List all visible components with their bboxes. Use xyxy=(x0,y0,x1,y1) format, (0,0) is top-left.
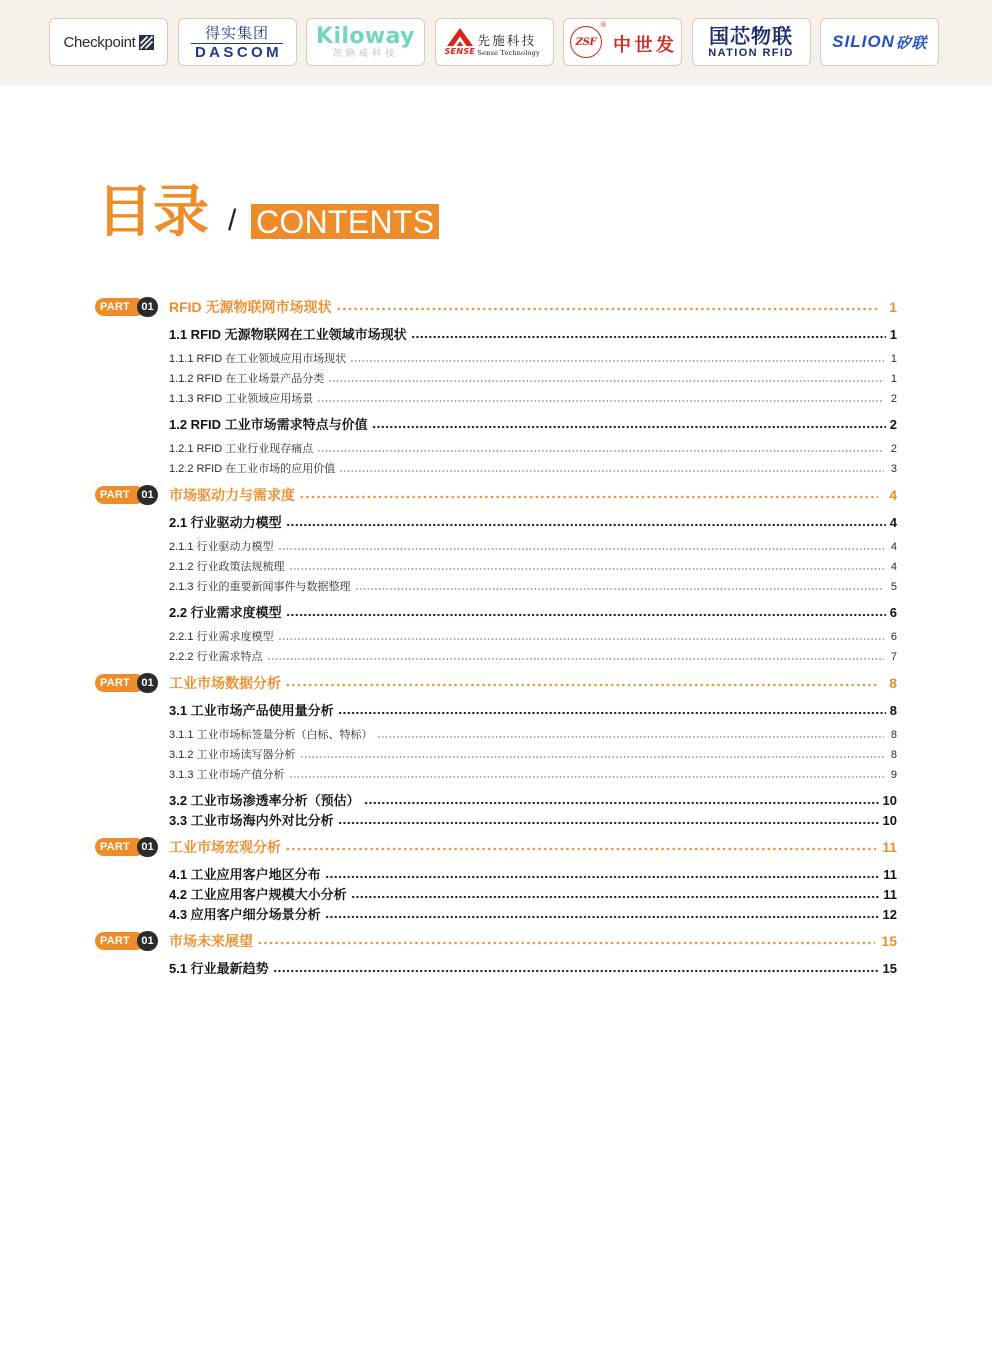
toc-section-entry xyxy=(95,905,897,925)
dot-leader xyxy=(355,587,884,591)
toc-page-number: 15 xyxy=(882,961,897,976)
toc-entry-title: 1.2.1 RFID 工业行业现存痛点 xyxy=(169,443,314,455)
toc-section-entry xyxy=(95,865,897,885)
logo-row xyxy=(49,18,939,66)
part-badge-label: PART xyxy=(95,838,145,856)
title-slash: / xyxy=(228,204,237,237)
logo-chinese-name: 矽联 xyxy=(895,33,927,52)
dot-leader xyxy=(325,915,879,919)
toc-entry-title: 5.1 行业最新趋势 xyxy=(169,961,269,976)
dot-leader xyxy=(377,735,884,739)
toc-page-number: 11 xyxy=(883,887,897,902)
toc-part-entry xyxy=(95,485,897,505)
dot-leader xyxy=(286,523,886,527)
toc-page-number: 12 xyxy=(882,907,897,922)
part-badge-label: PART xyxy=(95,298,145,316)
toc-entry-title: 1.1.2 RFID 在工业场景产品分类 xyxy=(169,373,325,385)
part-badge-number: 01 xyxy=(137,485,158,505)
logo-chinese-name: 凯路威科技 xyxy=(332,48,398,59)
dot-leader xyxy=(351,895,880,899)
toc-subsection-entry xyxy=(95,459,897,479)
toc-page-number: 11 xyxy=(882,839,897,855)
toc-entry-title: 1.2.2 RFID 在工业市场的应用价值 xyxy=(169,463,336,475)
logo-wordmark: Checkpoint xyxy=(63,33,136,51)
toc-entry-title: 1.1 RFID 无源物联网在工业领域市场现状 xyxy=(169,327,407,342)
toc-page-number: 7 xyxy=(890,651,897,663)
dot-leader xyxy=(317,399,884,403)
toc-entry-title: RFID 无源物联网市场现状 xyxy=(169,299,332,315)
logo-mark-text: ZSF xyxy=(575,36,597,48)
toc-entry-title: 市场驱动力与需求度 xyxy=(169,487,295,503)
toc-entry-title: 2.1.3 行业的重要新闻事件与数据整理 xyxy=(169,581,351,593)
toc-entry-title: 4.1 工业应用客户地区分布 xyxy=(169,867,321,882)
dot-leader xyxy=(372,425,886,429)
dot-leader xyxy=(285,683,878,687)
contents-label: CONTENTS xyxy=(251,204,439,239)
dot-leader xyxy=(338,821,879,825)
dot-leader xyxy=(286,613,886,617)
dot-leader xyxy=(328,379,884,383)
toc-subsection-entry xyxy=(95,439,897,459)
logo-chinese-name: 国芯物联 xyxy=(709,24,793,48)
toc-entry-title: 2.2.1 行业需求度模型 xyxy=(169,631,274,643)
toc-part-entry xyxy=(95,673,897,693)
toc-part-entry xyxy=(95,297,897,317)
part-badge-number: 01 xyxy=(137,673,158,693)
logo-sense-technology xyxy=(435,18,554,66)
toc-page-number: 10 xyxy=(882,813,897,828)
logo-wordmark: SILION xyxy=(832,32,895,51)
logo-dascom xyxy=(178,18,297,66)
toc-section-entry xyxy=(95,885,897,905)
toc-page-number: 8 xyxy=(890,729,897,741)
part-badge-label: PART xyxy=(95,674,145,692)
toc-entry-title: 2.2.2 行业需求特点 xyxy=(169,651,263,663)
toc-entry-title: 4.3 应用客户细分场景分析 xyxy=(169,907,321,922)
dot-leader xyxy=(289,567,884,571)
toc-subsection-entry xyxy=(95,577,897,597)
toc-section-entry xyxy=(95,325,897,345)
logo-chinese-name: 得实集团 xyxy=(204,23,269,42)
part-badge-number: 01 xyxy=(137,297,158,317)
toc-subsection-entry xyxy=(95,725,897,745)
table-of-contents xyxy=(95,297,897,979)
part-badge xyxy=(95,486,158,504)
toc-subsection-entry xyxy=(95,627,897,647)
dot-leader xyxy=(338,711,886,715)
logo-wordmark: Kiloway xyxy=(316,23,415,49)
toc-page-number: 1 xyxy=(889,327,897,342)
logo-english-name: Sense Technology xyxy=(477,49,540,57)
toc-entry-title: 2.1 行业驱动力模型 xyxy=(169,515,282,530)
toc-subsection-entry xyxy=(95,745,897,765)
toc-section-entry xyxy=(95,513,897,533)
sense-triangle-icon xyxy=(447,28,473,46)
logo-nation-rfid xyxy=(692,18,811,66)
toc-entry-title: 3.1.1 工业市场标签量分析（白标、特标） xyxy=(169,729,373,741)
toc-entry-title: 3.1.3 工业市场产值分析 xyxy=(169,769,285,781)
toc-page-number: 1 xyxy=(889,299,897,315)
part-badge-label: PART xyxy=(95,932,145,950)
part-badge xyxy=(95,298,158,316)
toc-page-number: 4 xyxy=(890,541,897,553)
toc-page-number: 2 xyxy=(890,443,897,455)
part-badge-number: 01 xyxy=(137,837,158,857)
toc-entry-title: 1.2 RFID 工业市场需求特点与价值 xyxy=(169,417,368,432)
toc-page-number: 2 xyxy=(890,393,897,405)
toc-section-entry xyxy=(95,415,897,435)
dot-leader xyxy=(278,547,884,551)
dot-leader xyxy=(257,941,875,945)
toc-entry-title: 2.1.2 行业政策法规梳理 xyxy=(169,561,285,573)
checkpoint-mark-icon xyxy=(139,35,154,50)
toc-entry-title: 3.1.2 工业市场读写器分析 xyxy=(169,749,296,761)
toc-page-number: 11 xyxy=(883,867,897,882)
toc-page-number: 1 xyxy=(890,373,897,385)
toc-page-number: 6 xyxy=(890,631,897,643)
part-badge-label: PART xyxy=(95,486,145,504)
toc-subsection-entry xyxy=(95,557,897,577)
toc-page-number: 4 xyxy=(889,515,897,530)
dot-leader xyxy=(411,335,886,339)
partner-logo-bar xyxy=(0,0,992,85)
toc-entry-title: 工业市场宏观分析 xyxy=(169,839,281,855)
toc-part-entry xyxy=(95,931,897,951)
toc-entry-title: 2.2 行业需求度模型 xyxy=(169,605,282,620)
dot-leader xyxy=(350,359,884,363)
toc-entry-title: 3.2 工业市场渗透率分析（预估） xyxy=(169,793,360,808)
toc-page-number: 6 xyxy=(889,605,897,620)
dot-leader xyxy=(364,801,879,805)
logo-wordmark: DASCOM xyxy=(194,43,283,61)
toc-page-number: 8 xyxy=(889,675,897,691)
toc-page-number: 9 xyxy=(890,769,897,781)
logo-checkpoint xyxy=(49,18,168,66)
part-badge xyxy=(95,674,158,692)
toc-page-number: 2 xyxy=(889,417,897,432)
toc-entry-title: 1.1.1 RFID 在工业领域应用市场现状 xyxy=(169,353,347,365)
dot-leader xyxy=(317,449,884,453)
dot-leader xyxy=(285,847,876,851)
toc-page-number: 4 xyxy=(889,487,897,503)
toc-subsection-entry xyxy=(95,349,897,369)
toc-page-number: 15 xyxy=(881,933,897,949)
logo-chinese-name: 中世发 xyxy=(613,35,678,56)
registered-mark: ® xyxy=(601,22,607,29)
logo-wordmark: NATION RFID xyxy=(708,47,794,59)
dot-leader xyxy=(273,969,879,973)
toc-page-number: 10 xyxy=(882,793,897,808)
toc-entry-title: 2.1.1 行业驱动力模型 xyxy=(169,541,274,553)
zsf-circle-icon xyxy=(570,26,602,58)
part-badge xyxy=(95,838,158,856)
dot-leader xyxy=(299,495,878,499)
toc-entry-title: 4.2 工业应用客户规模大小分析 xyxy=(169,887,347,902)
logo-kiloway xyxy=(306,18,425,66)
toc-entry-title: 市场未来展望 xyxy=(169,933,253,949)
toc-entry-title: 1.1.3 RFID 工业领域应用场景 xyxy=(169,393,314,405)
toc-page-number: 1 xyxy=(890,353,897,365)
toc-page-number: 3 xyxy=(890,463,897,475)
part-badge-number: 01 xyxy=(137,931,158,951)
logo-silion xyxy=(820,18,939,66)
toc-section-entry xyxy=(95,959,897,979)
dot-leader xyxy=(289,775,884,779)
dot-leader xyxy=(278,637,884,641)
logo-zsf xyxy=(563,18,682,66)
dot-leader xyxy=(325,875,880,879)
toc-section-entry xyxy=(95,811,897,831)
dot-leader xyxy=(300,755,884,759)
toc-entry-title: 3.3 工业市场海内外对比分析 xyxy=(169,813,334,828)
toc-subsection-entry xyxy=(95,537,897,557)
dot-leader xyxy=(267,657,884,661)
part-badge xyxy=(95,932,158,950)
toc-page-number: 8 xyxy=(889,703,897,718)
logo-mark-text: SENSE xyxy=(444,47,476,56)
toc-section-entry xyxy=(95,701,897,721)
toc-entry-title: 工业市场数据分析 xyxy=(169,675,281,691)
toc-subsection-entry xyxy=(95,369,897,389)
toc-heading: 目录 xyxy=(97,180,209,245)
dot-leader xyxy=(336,307,878,311)
dot-leader xyxy=(339,469,884,473)
toc-entry-title: 3.1 工业市场产品使用量分析 xyxy=(169,703,334,718)
logo-chinese-name: 先施科技 xyxy=(477,33,537,48)
toc-subsection-entry xyxy=(95,389,897,409)
toc-section-entry xyxy=(95,603,897,623)
toc-subsection-entry xyxy=(95,647,897,667)
toc-part-entry xyxy=(95,837,897,857)
toc-page-number: 5 xyxy=(890,581,897,593)
toc-section-entry xyxy=(95,791,897,811)
toc-page-number: 4 xyxy=(890,561,897,573)
toc-page-number: 8 xyxy=(890,749,897,761)
toc-subsection-entry xyxy=(95,765,897,785)
